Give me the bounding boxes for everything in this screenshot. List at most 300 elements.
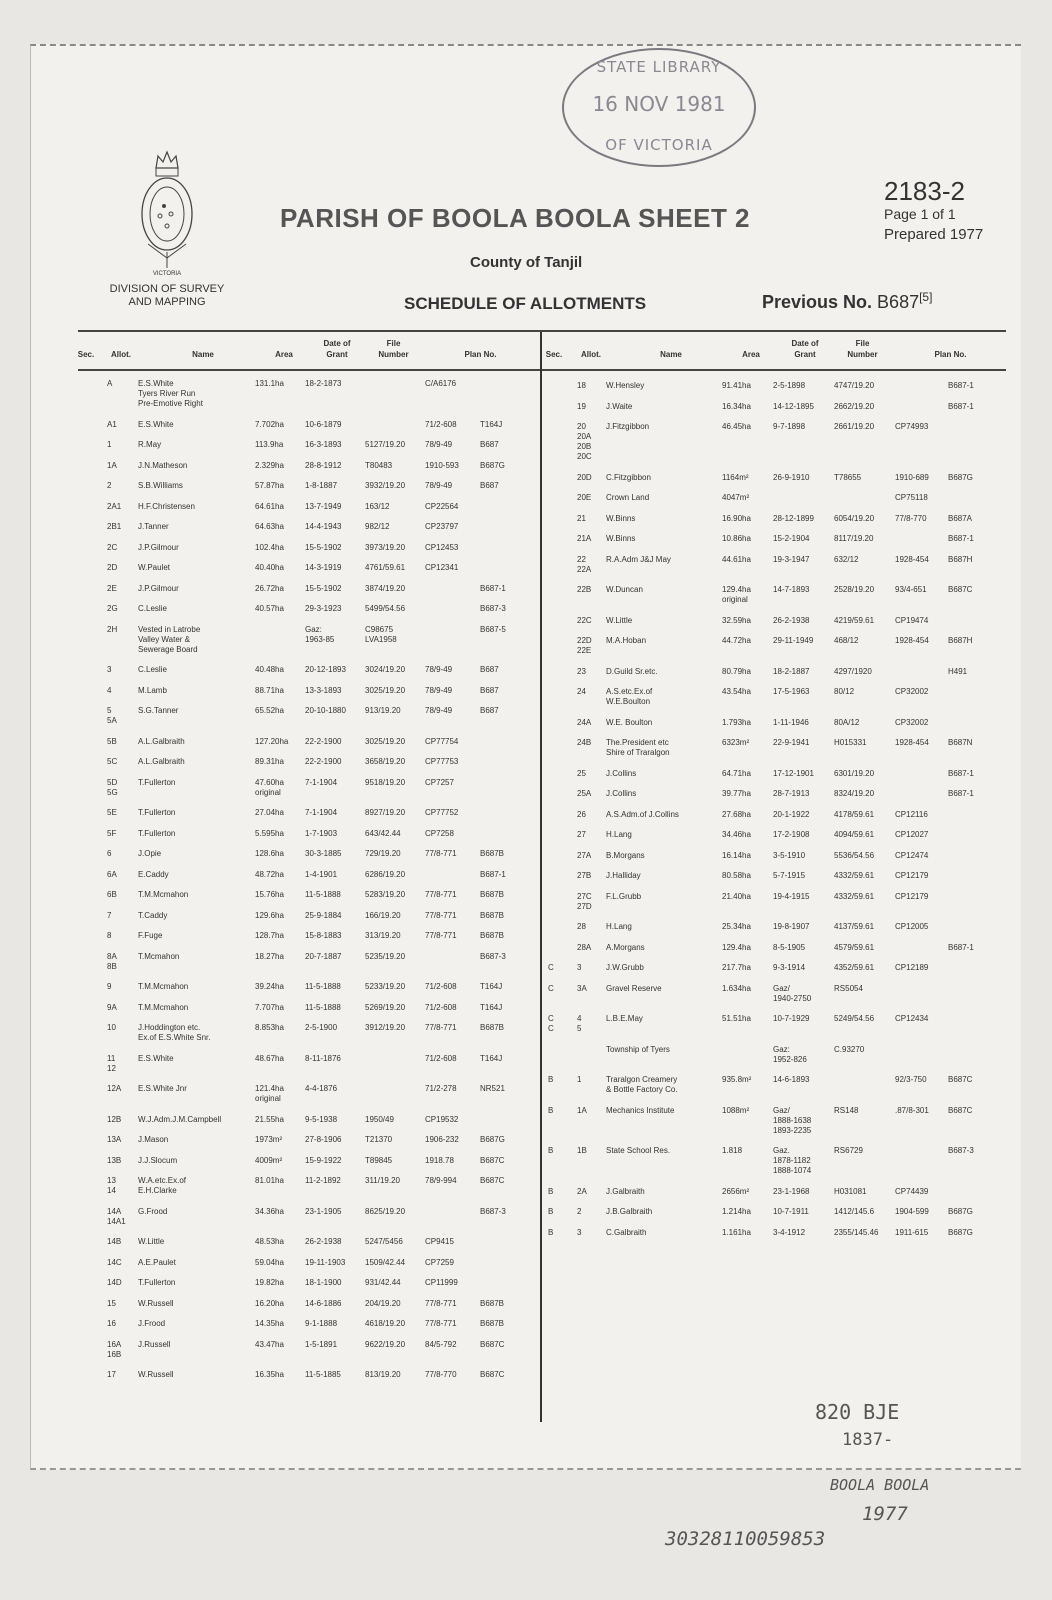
cell-area: 10.86ha	[722, 534, 751, 543]
cell-allot: 4 5	[577, 1014, 582, 1033]
column-header-allot: Allot.	[581, 350, 601, 359]
cell-area: 129.4ha	[722, 942, 751, 952]
cell-name: T.Mcmahon	[138, 951, 180, 961]
table-row	[0, 871, 1052, 892]
cell-grant-date: 20-1-1922	[773, 809, 810, 819]
cell-name: T.Fullerton	[138, 777, 176, 787]
previous-number	[762, 290, 932, 313]
cell-area: 44.72ha	[722, 636, 751, 645]
cell-name: T.Fullerton	[138, 1278, 176, 1287]
cell-allot: 27A	[577, 850, 592, 860]
cell-file-number: 1412/145.6	[834, 1207, 875, 1216]
cell-plan-no: 1910-593	[425, 460, 459, 470]
table-row	[0, 1075, 1052, 1106]
cell-allot: 9A	[107, 1002, 117, 1012]
cell-file-number: 8324/19.20	[834, 789, 875, 798]
cell-file-number: 729/19.20	[365, 849, 401, 858]
column-header-allot: Allot.	[111, 350, 131, 359]
cell-allot: 26	[577, 809, 586, 819]
cell-allot: 13 14	[107, 1176, 116, 1195]
cell-grant-date: 11-5-1888	[305, 982, 341, 991]
cell-allot: 24B	[577, 738, 592, 747]
cell-file-number: 5536/54.56	[834, 850, 875, 860]
cell-area: 935.8m²	[722, 1075, 752, 1084]
cell-area: 64.71ha	[722, 768, 751, 778]
cell-grant-date: 18-2-1873	[305, 379, 342, 388]
cell-allot: 22D 22E	[577, 636, 592, 655]
cell-file-number: 3025/19.20	[365, 685, 406, 695]
cell-area: 16.20ha	[255, 1298, 284, 1308]
cell-allot: 3	[107, 665, 112, 674]
table-row	[0, 555, 1052, 586]
cell-allot: 20E	[577, 493, 592, 502]
cell-plan-no-2: B687C	[948, 1105, 973, 1115]
cell-plan-no-2: T164J	[480, 1053, 503, 1063]
cell-name: J.Opie	[138, 849, 162, 858]
cell-name: W.Paulet	[138, 563, 171, 572]
cell-name: F.Fuge	[138, 931, 163, 940]
cell-file-number: 4618/19.20	[365, 1319, 406, 1328]
cell-name: J.Waite	[606, 401, 633, 411]
cell-plan-no: 78/9-49	[425, 665, 453, 674]
table-row	[0, 1146, 1052, 1187]
cell-plan-no: CP12179	[895, 871, 929, 880]
cell-area: 48.67ha	[255, 1053, 284, 1063]
cell-allot: 25A	[577, 789, 592, 798]
cell-plan-no-2: B687G	[480, 460, 505, 470]
cell-file-number: T21370	[365, 1135, 393, 1144]
cell-file-number: 632/12	[834, 554, 859, 564]
cell-file-number: 2661/19.20	[834, 422, 875, 431]
cell-area: 7.707ha	[255, 1002, 284, 1012]
cell-name: J.Hoddington etc. Ex.of E.S.White Snr.	[138, 1023, 211, 1042]
header-bottom-rule	[78, 369, 1006, 371]
cell-allot: 1B	[577, 1146, 587, 1155]
cell-name: J.W.Grubb	[606, 963, 644, 972]
cell-grant-date: Gaz/ 1888-1638 1893-2235	[773, 1105, 812, 1135]
cell-grant-date: 13-3-1893	[305, 685, 342, 695]
cell-file-number: RS148	[834, 1105, 859, 1115]
cell-plan-no: CP74993	[895, 422, 929, 431]
cell-area: 48.72ha	[255, 869, 284, 879]
cell-allot: 1	[577, 1075, 582, 1084]
cell-plan-no-2: B687H	[948, 554, 973, 564]
cell-file-number: H031081	[834, 1186, 867, 1196]
cell-plan-no-2: B687-1	[480, 869, 506, 879]
cell-plan-no: 77/8-771	[425, 1319, 457, 1328]
cell-plan-no: CP22564	[425, 501, 459, 511]
cell-sec: B	[548, 1075, 554, 1084]
cell-allot: 22C	[577, 615, 592, 625]
cell-plan-no: 71/2-608	[425, 982, 457, 991]
table-row	[0, 687, 1052, 718]
cell-name: E.S.White Jnr	[138, 1084, 187, 1093]
cell-file-number: 931/42.44	[365, 1278, 401, 1287]
table-row	[0, 636, 1052, 667]
cell-area: 1164m²	[722, 472, 749, 482]
cell-name: M.A.Hoban	[606, 636, 647, 645]
cell-grant-date: 28-7-1913	[773, 789, 810, 798]
cell-file-number: 4761/59.61	[365, 563, 406, 572]
cell-plan-no-2: B687C	[480, 1370, 505, 1379]
cell-grant-date: Gaz/ 1940-2750	[773, 983, 812, 1003]
column-header-name: Name	[192, 350, 214, 359]
table-row	[0, 1278, 540, 1299]
cell-plan-no-2: B687C	[480, 1155, 505, 1165]
handwritten-year: 1977	[862, 1503, 908, 1525]
cell-grant-date: 11-5-1888	[305, 890, 341, 899]
cell-file-number: 8117/19.20	[834, 534, 874, 543]
cell-grant-date: 20-7-1887	[305, 951, 342, 961]
cell-grant-date: Gaz. 1878-1182 1888-1074	[773, 1146, 812, 1175]
cell-allot: 8A 8B	[107, 951, 117, 971]
cell-allot: 27	[577, 830, 586, 839]
cell-file-number: 3874/19.20	[365, 583, 406, 593]
cell-area: 57.87ha	[255, 481, 284, 490]
cell-area: 2.329ha	[255, 460, 284, 470]
cell-sec: C	[548, 963, 554, 972]
cell-plan-no: CP12179	[895, 891, 929, 901]
column-header-date: Date of Grant	[323, 339, 351, 359]
cell-allot: 22 22A	[577, 554, 592, 574]
cell-name: The.President etc Shire of Traralgon	[606, 738, 670, 757]
cell-allot: 2B1	[107, 522, 122, 531]
cell-area: 1.634ha	[722, 983, 751, 993]
cell-plan-no: 92/3-750	[895, 1075, 927, 1084]
cell-name: J.Mason	[138, 1135, 169, 1144]
cell-grant-date: 22-2-1900	[305, 736, 342, 746]
cell-grant-date: 2-5-1898	[773, 381, 806, 390]
cell-area: 1.214ha	[722, 1207, 751, 1216]
cell-allot: 14A 14A1	[107, 1206, 126, 1226]
cell-plan-no: 1911-615	[895, 1227, 929, 1237]
cell-name: A.S.etc.Ex.of W.E.Boulton	[606, 687, 653, 706]
cell-area: 26.72ha	[255, 583, 284, 593]
cell-plan-no: CP32002	[895, 717, 929, 727]
cell-grant-date: Gaz: 1963-85	[305, 624, 335, 644]
cell-name: A.S.Adm.of J.Collins	[606, 809, 679, 819]
cell-grant-date: 18-1-1900	[305, 1278, 342, 1287]
cell-area: 43.54ha	[722, 687, 751, 696]
cell-allot: 20 20A 20B 20C	[577, 422, 592, 461]
cell-allot: 6A	[107, 869, 117, 879]
cell-name: T.Fullerton	[138, 808, 176, 817]
cell-file-number: 913/19.20	[365, 706, 401, 715]
cell-name: J.J.Slocum	[138, 1155, 178, 1165]
cell-grant-date: 18-2-1887	[773, 666, 810, 676]
cell-sec: B	[548, 1227, 554, 1237]
cell-allot: 17	[107, 1370, 116, 1379]
cell-name: S.G.Tanner	[138, 706, 179, 715]
cell-name: J.Galbraith	[606, 1186, 645, 1196]
cell-name: W.J.Adm.J.M.Campbell	[138, 1114, 222, 1124]
cell-grant-date: 19-8-1907	[773, 922, 810, 931]
cell-plan-no: 1918.78	[425, 1155, 454, 1165]
cell-file-number: T78655	[834, 472, 862, 482]
cell-file-number: 6286/19.20	[365, 869, 406, 879]
cell-name: J.Collins	[606, 768, 637, 778]
cell-plan-no-2: B687-1	[948, 768, 974, 778]
cell-area: 2656m²	[722, 1186, 750, 1196]
cell-allot: 5F	[107, 828, 117, 838]
cell-grant-date: 28-8-1912	[305, 460, 342, 470]
cell-allot: 3	[577, 1227, 582, 1237]
cell-grant-date: 19-4-1915	[773, 891, 810, 901]
cell-file-number: 468/12	[834, 636, 859, 645]
table-row	[0, 667, 1052, 688]
cell-file-number: 5269/19.20	[365, 1002, 406, 1012]
table-row	[0, 1106, 1052, 1147]
cell-allot: 20D	[577, 472, 592, 482]
cell-allot: 2A1	[107, 501, 122, 511]
cell-plan-no: CP7257	[425, 777, 454, 787]
cell-grant-date: 1-4-1901	[305, 869, 338, 879]
cell-file-number: 5283/19.20	[365, 890, 406, 899]
cell-name: S.B.Williams	[138, 481, 183, 490]
cell-name: T.M.Mcmahon	[138, 1002, 189, 1012]
cell-area: 18.27ha	[255, 951, 284, 961]
cell-grant-date: 10-7-1929	[773, 1014, 810, 1023]
cell-area: 27.04ha	[255, 808, 284, 817]
table-row	[0, 473, 1052, 494]
cell-file-number: T89845	[365, 1155, 393, 1165]
cell-area: 64.63ha	[255, 522, 284, 531]
cell-file-number: 3658/19.20	[365, 757, 406, 766]
cell-name: Vested in Latrobe Valley Water & Sewerage Board	[138, 624, 201, 654]
table-row	[0, 1207, 1052, 1228]
cell-area: 131.1ha	[255, 379, 284, 388]
cell-area: 1.161ha	[722, 1227, 751, 1237]
cell-area: 80.79ha	[722, 666, 751, 676]
cell-plan-no: CP12474	[895, 850, 929, 860]
cell-plan-no-2: B687-3	[480, 1206, 506, 1216]
cell-allot: 28	[577, 922, 586, 931]
cell-area: 128.6ha	[255, 849, 284, 858]
cell-file-number: H015331	[834, 738, 867, 747]
cell-plan-no: CP74439	[895, 1186, 929, 1196]
cell-grant-date: 11-2-1892	[305, 1176, 341, 1185]
cell-grant-date: 19-3-1947	[773, 554, 810, 564]
cell-area: 64.61ha	[255, 501, 284, 511]
cell-plan-no-2: B687C	[948, 1075, 973, 1084]
cell-plan-no-2: B687-1	[948, 534, 974, 543]
cell-plan-no: .87/8-301	[895, 1105, 929, 1115]
cell-area: 81.01ha	[255, 1176, 284, 1185]
table-row	[0, 419, 1052, 473]
cell-file-number: 6301/19.20	[834, 768, 875, 778]
cell-file-number: C.93270	[834, 1044, 865, 1054]
cell-grant-date: 17-5-1963	[773, 687, 810, 696]
cell-plan-no: C/A6176	[425, 379, 457, 388]
cell-grant-date: 3-4-1912	[773, 1227, 806, 1237]
cell-area: 14.35ha	[255, 1319, 284, 1328]
cell-allot: 24A	[577, 717, 592, 727]
cell-name: J.N.Matheson	[138, 460, 188, 470]
cell-grant-date: 14-6-1893	[773, 1075, 810, 1084]
cell-grant-date: 22-2-1900	[305, 757, 342, 766]
cell-plan-no-2: B687	[480, 685, 499, 695]
cell-grant-date: 8-5-1905	[773, 942, 806, 952]
cell-plan-no-2: B687G	[948, 472, 973, 482]
cell-grant-date: 15-8-1883	[305, 931, 342, 940]
cell-name: J.P.Gilmour	[138, 542, 179, 552]
cell-allot: 1	[107, 440, 112, 449]
cell-plan-no-2: B687	[480, 440, 499, 449]
cell-plan-no-2: B687-5	[480, 624, 506, 634]
cell-allot: 25	[577, 768, 586, 778]
cell-file-number: 4579/59.61	[834, 942, 875, 952]
cell-name: W.Binns	[606, 534, 636, 543]
cell-area: 46.45ha	[722, 422, 751, 431]
cell-area: 1088m²	[722, 1105, 750, 1115]
table-row	[0, 892, 1052, 923]
cell-file-number: 4332/59.61	[834, 871, 875, 880]
column-header-sec: Sec.	[545, 350, 563, 359]
cell-plan-no: CP32002	[895, 687, 929, 696]
cell-grant-date: 1-5-1891	[305, 1339, 338, 1349]
cell-file-number: C98675 LVA1958	[365, 624, 397, 644]
cell-plan-no: 1928-454	[895, 738, 929, 747]
cell-file-number: 163/12	[365, 501, 390, 511]
cell-grant-date: 20-10-1880	[305, 706, 346, 715]
cell-name: J.Tanner	[138, 522, 169, 531]
cell-grant-date: 26-2-1938	[305, 1237, 342, 1246]
cell-sec: B	[548, 1207, 554, 1216]
cell-name: F.L.Grubb	[606, 891, 642, 901]
cell-name: Gravel Reserve	[606, 983, 662, 993]
cell-allot: 5 5A	[107, 706, 117, 725]
cell-allot: 7	[107, 910, 112, 920]
cell-allot: 2	[107, 481, 112, 490]
cell-file-number: 4219/59.61	[834, 615, 875, 625]
cell-name: J.Halliday	[606, 871, 641, 880]
cell-plan-no-2: B687-3	[948, 1146, 974, 1155]
cell-file-number: 4137/59.61	[834, 922, 875, 931]
cell-plan-no-2: B687-3	[480, 951, 506, 961]
cell-grant-date: 25-9-1884	[305, 910, 342, 920]
table-row	[0, 1187, 1052, 1208]
cell-allot: 13B	[107, 1155, 122, 1165]
cell-grant-date: 9-3-1914	[773, 963, 806, 972]
cell-file-number: 311/19.20	[365, 1176, 400, 1185]
cell-grant-date: 14-7-1893	[773, 585, 810, 594]
cell-plan-no-2: B687B	[480, 849, 505, 858]
cell-allot: 24	[577, 687, 586, 696]
cell-plan-no: 77/8-770	[895, 513, 927, 523]
cell-allot: 6	[107, 849, 112, 858]
table-row	[0, 984, 1052, 1015]
cell-name: L.B.E.May	[606, 1014, 643, 1023]
cell-grant-date: 14-4-1943	[305, 522, 342, 531]
cell-plan-no-2: B687-1	[948, 789, 974, 798]
cell-sec: B	[548, 1105, 554, 1115]
cell-allot: 18	[577, 381, 586, 390]
cell-plan-no: 78/9-49	[425, 706, 453, 715]
cell-allot: 28A	[577, 942, 592, 952]
cell-grant-date: 15-9-1922	[305, 1155, 342, 1165]
cell-plan-no-2: B687-1	[480, 583, 506, 593]
cell-file-number: 5127/19.20	[365, 440, 406, 449]
cell-grant-date: 3-5-1910	[773, 850, 806, 860]
stamp-date: 16 NOV 1981	[592, 92, 726, 116]
cell-name: M.Lamb	[138, 685, 167, 695]
table-row	[0, 1319, 540, 1340]
column-header-area: Area	[742, 350, 760, 359]
table-row	[0, 1014, 1052, 1045]
cell-plan-no: CP75118	[895, 493, 928, 502]
cell-plan-no: 1906-232	[425, 1135, 459, 1144]
cell-grant-date: 22-9-1941	[773, 738, 810, 747]
cell-grant-date: 28-12-1899	[773, 513, 814, 523]
cell-file-number: 3024/19.20	[365, 665, 406, 674]
cell-allot: 21	[577, 513, 586, 523]
cell-sec: C	[548, 983, 554, 993]
cell-allot: A1	[107, 419, 117, 429]
column-header-area: Area	[275, 350, 293, 359]
header-top-rule	[78, 330, 1006, 332]
table-row	[0, 381, 1052, 402]
cell-area: 89.31ha	[255, 757, 284, 766]
cell-plan-no: 78/9-49	[425, 685, 453, 695]
cell-allot: 15	[107, 1298, 116, 1308]
cell-plan-no-2: NR521	[480, 1084, 505, 1093]
cell-grant-date: 1-7-1903	[305, 828, 338, 838]
cell-sec: B	[548, 1146, 554, 1155]
cell-plan-no: CP9415	[425, 1237, 454, 1246]
cell-file-number: 4332/59.61	[834, 891, 875, 901]
cell-area: 7.702ha	[255, 419, 284, 429]
cell-area: 21.55ha	[255, 1114, 284, 1124]
cell-allot: 2H	[107, 624, 118, 634]
cell-file-number: 4094/59.61	[834, 830, 875, 839]
cell-plan-no-2: B687B	[480, 890, 505, 899]
cell-allot: 9	[107, 982, 112, 991]
cell-plan-no: 78/9-49	[425, 440, 453, 449]
cell-plan-no-2: B687B	[480, 910, 505, 920]
cell-file-number: 813/19.20	[365, 1370, 401, 1379]
cell-file-number: 6054/19.20	[834, 513, 875, 523]
cell-plan-no-2: B687H	[948, 636, 973, 645]
cell-file-number: 4747/19.20	[834, 381, 875, 390]
cell-plan-no-2: B687	[480, 665, 499, 674]
cell-area: 21.40ha	[722, 891, 751, 901]
cell-grant-date: 2-5-1900	[305, 1023, 338, 1032]
cell-grant-date: 26-9-1910	[773, 472, 810, 482]
cell-grant-date: 5-7-1915	[773, 871, 806, 880]
column-header-date: Date of Grant	[791, 339, 819, 359]
table-row	[0, 738, 1052, 769]
cell-area: 80.58ha	[722, 871, 751, 880]
table-row	[0, 1258, 540, 1279]
schedule-heading: SCHEDULE OF ALLOTMENTS	[404, 294, 647, 313]
cell-area: 129.4ha original	[722, 585, 751, 604]
cell-grant-date: 13-7-1949	[305, 501, 342, 511]
cell-plan-no-2: B687	[480, 706, 499, 715]
stamp-line3: OF VICTORIA	[605, 136, 713, 154]
cell-plan-no: CP19474	[895, 615, 929, 625]
division-label: DIVISION OF SURVEY AND MAPPING	[109, 283, 225, 308]
cell-name: E.S.White	[138, 1053, 174, 1063]
division-caption	[92, 268, 242, 309]
cell-area: 16.34ha	[722, 401, 751, 411]
cell-plan-no: 71/2-278	[425, 1084, 457, 1093]
cell-plan-no-2: H491	[948, 666, 968, 676]
cell-name: C.Galbraith	[606, 1227, 647, 1237]
column-header-plan: Plan No.	[934, 350, 967, 359]
column-header-file: File Number	[378, 339, 409, 359]
table-row	[0, 1045, 1052, 1076]
cell-sec: C C	[548, 1014, 554, 1033]
